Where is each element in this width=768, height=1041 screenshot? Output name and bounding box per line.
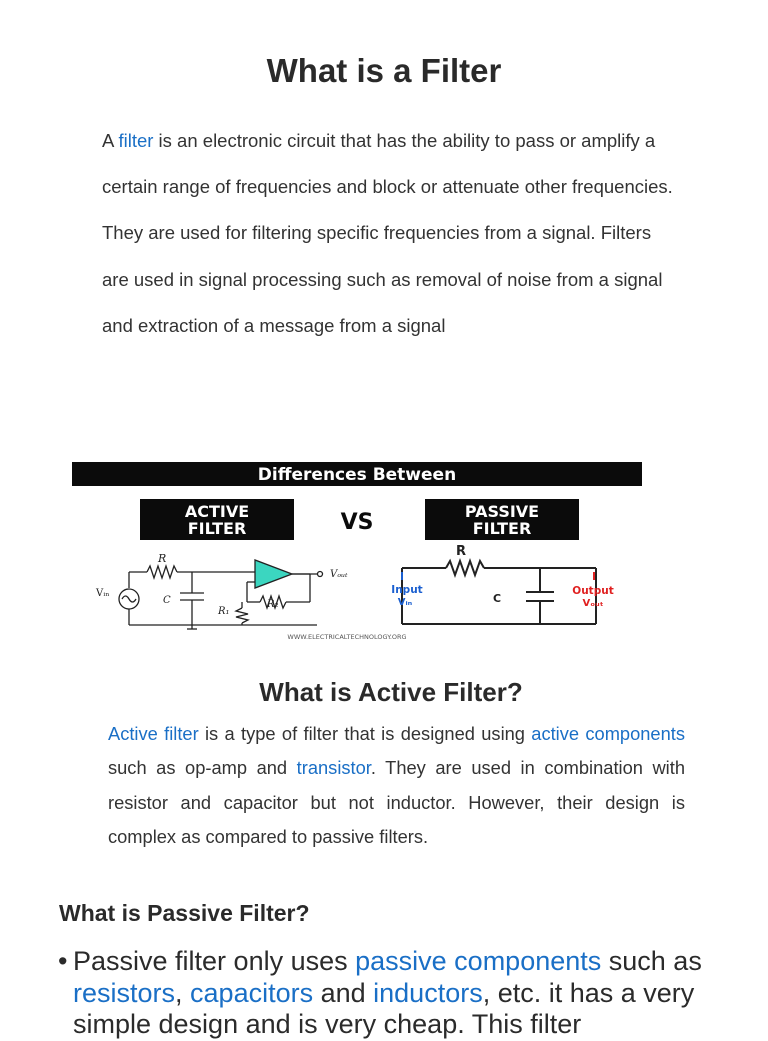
active-c-label: C xyxy=(163,595,171,606)
active-filter-heading: What is Active Filter? xyxy=(259,677,523,707)
bullet-marker: • xyxy=(58,946,68,976)
active-text-3: . They are used in combination with resistor and capacitor but not inductor. However, their design is complex as compared to passive filters. xyxy=(108,757,685,848)
active-r1-label: R₁ xyxy=(218,606,230,617)
inductors-link[interactable]: inductors xyxy=(373,977,483,1008)
active-vout-label: Vₒᵤₜ xyxy=(330,569,348,580)
capacitors-link[interactable]: capacitors xyxy=(190,977,314,1008)
passive-text-2: such as xyxy=(601,946,702,976)
passive-filter-label-line1: PASSIVE xyxy=(464,502,540,521)
active-vs-passive-diagram xyxy=(72,462,642,640)
active-r-label: R xyxy=(158,552,167,565)
active-vin-label: Vᵢₙ xyxy=(96,588,110,599)
passive-text-1: Passive filter only uses xyxy=(73,946,356,976)
active-text-2: such as op-amp and xyxy=(108,757,297,779)
passive-output-label-2: Vₒᵤₜ xyxy=(582,598,604,609)
passive-filter-heading: What is Passive Filter? xyxy=(59,900,310,926)
passive-c-label: C xyxy=(493,592,502,605)
intro-paragraph xyxy=(102,118,682,349)
list-item xyxy=(58,946,718,1041)
intro-pre: A xyxy=(102,130,119,151)
passive-text-4: and xyxy=(313,977,374,1008)
filter-link[interactable]: filter xyxy=(118,130,154,151)
active-r2-label: R₂ xyxy=(267,599,279,610)
passive-filter-list xyxy=(58,946,718,1041)
passive-output-label-1: Output xyxy=(572,585,614,597)
passive-input-label-2: Vᵢₙ xyxy=(397,597,413,608)
active-filter-circuit xyxy=(119,560,323,629)
resistors-link[interactable]: resistors xyxy=(73,977,176,1008)
passive-text-5: , etc. it has a very simple design and is very cheap. This filter xyxy=(73,977,695,1039)
passive-input-label-1: Input xyxy=(391,584,423,596)
active-filter-label-line1: ACTIVE xyxy=(184,502,250,521)
passive-text-3: , xyxy=(175,977,191,1008)
passive-r-label: R xyxy=(456,544,467,559)
diagram-watermark: WWW.ELECTRICALTECHNOLOGY.ORG xyxy=(287,633,407,640)
passive-components-link[interactable]: passive components xyxy=(355,946,602,976)
active-filter-label-line2: FILTER xyxy=(187,519,247,538)
diagram-banner-text: Differences Between xyxy=(257,465,457,485)
intro-text: is an electronic circuit that has the ability to pass or amplify a certain range of frequencies and block or attenuate other frequencies. They are used for filtering specific frequencies from a signal. Filters are used in signal processing such as removal of noise from a signal and extraction of a message from a signal xyxy=(102,130,673,336)
vs-label: VS xyxy=(340,510,374,535)
transistor-link[interactable]: transistor xyxy=(296,757,371,779)
active-filter-link[interactable]: Active filter xyxy=(108,723,199,744)
active-components-link[interactable]: active components xyxy=(531,723,685,744)
active-text-1: is a type of filter that is designed using xyxy=(198,723,532,744)
passive-filter-label-line2: FILTER xyxy=(472,519,532,538)
page-title: What is a Filter xyxy=(266,52,502,89)
active-filter-paragraph xyxy=(108,717,685,855)
